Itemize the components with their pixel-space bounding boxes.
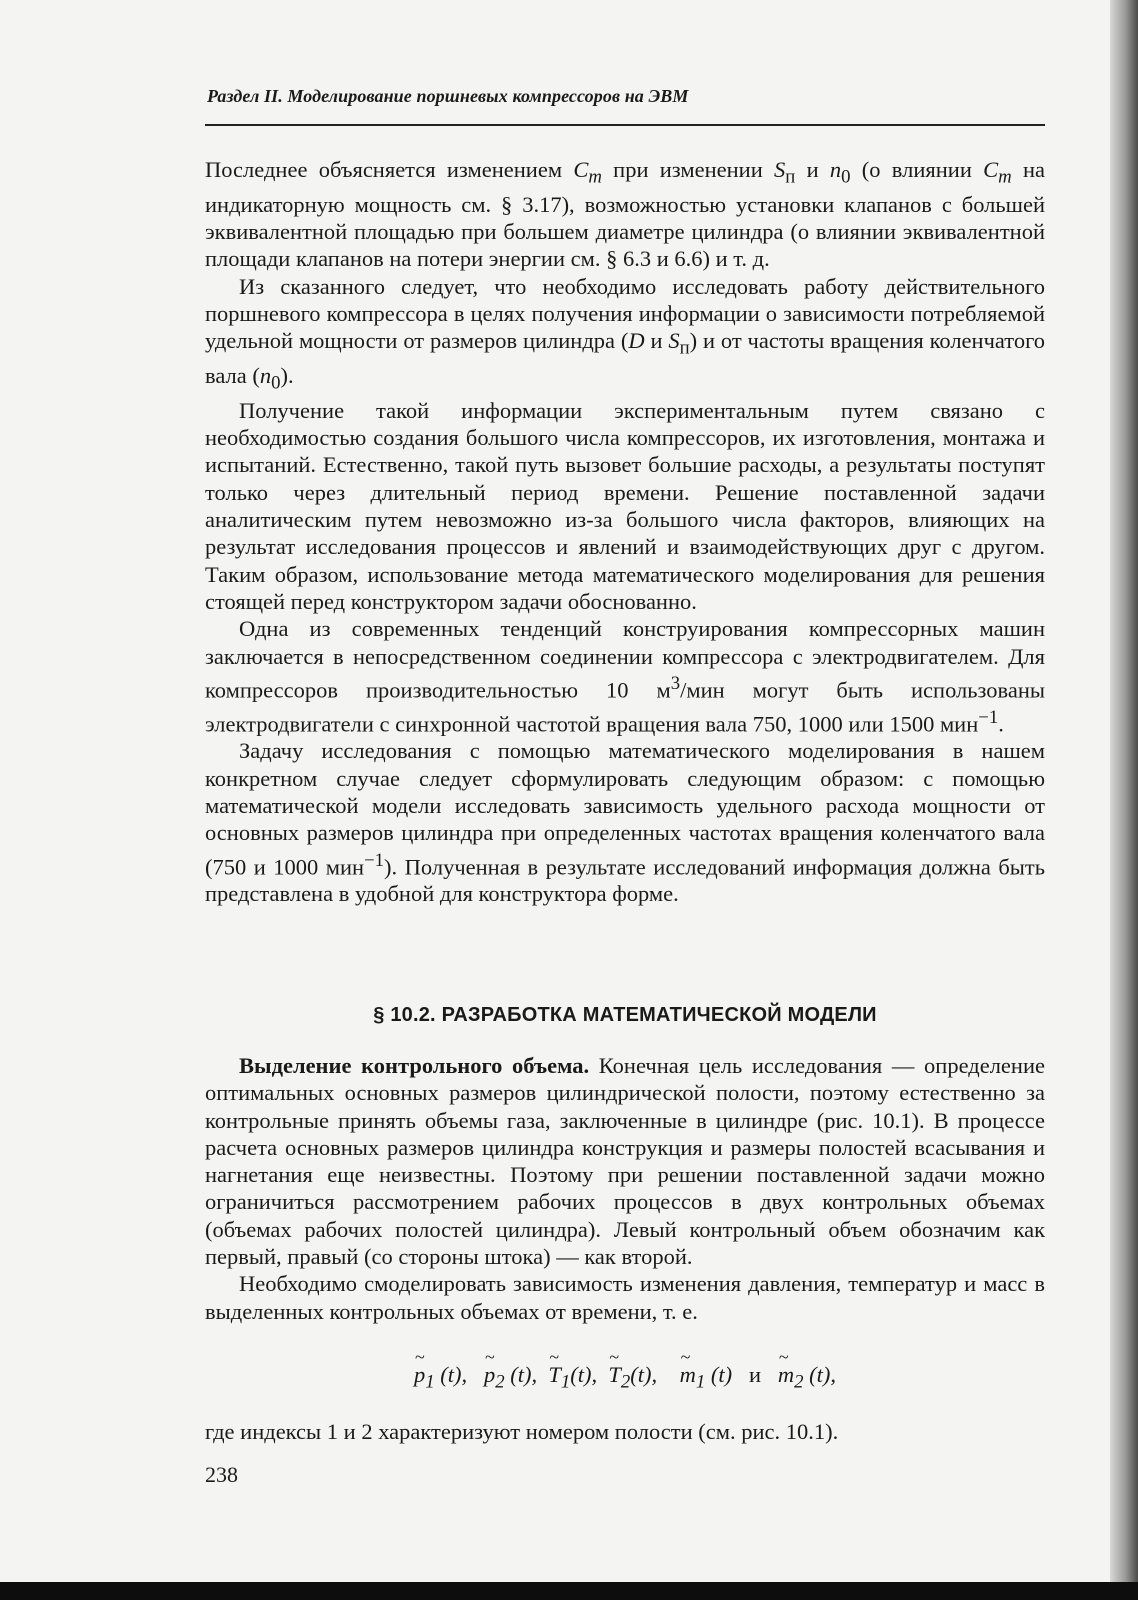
- formula-T1: ~ T: [548, 1362, 561, 1387]
- paragraph-7: Необходимо смоделировать зависимость изменения давления, температур и масс в выделенных контрольных объемах от времени, т. е.: [205, 1271, 1045, 1324]
- formula-m1: ~ m: [680, 1362, 696, 1387]
- header-rule: [205, 124, 1045, 126]
- paragraph-6: [205, 1052, 1045, 1270]
- paragraph-5: Задачу исследования с помощью математического моделирования в нашем конкретном случае следует сформулировать следующим образом: с помощью математической модели исследовать зависимость удельного расхода мощности от основных размеров цилиндра при определенных частотах вращения коленчатого вала (750 и 1000 мин$^{-1}$). Полученная в результате исследований информация должна быть представлена в удобной для конструктора форме.: [205, 738, 1045, 907]
- page-number: 238: [205, 1462, 238, 1487]
- formula-p2: ~ p: [484, 1362, 495, 1387]
- scan-bottom-border: [0, 1582, 1138, 1600]
- section-heading: § 10.2. РАЗРАБОТКА МАТЕМАТИЧЕСКОЙ МОДЕЛИ: [373, 1004, 877, 1026]
- paragraph-3: Получение такой информации экспериментальным путем связано с необходимостью создания большого числа компрессоров, их изготовления, монтажа и испытаний. Естественно, такой путь вызовет большие расходы, а результаты поступят только через длительный период времени. Решение поставленной задачи аналитическим путем невозможно из-за большого числа факторов, влияющих на результат исследования процессов и явлений и взаимодействующих друг с другом. Таким образом, использование метода математического моделирования для решения стоящей перед конструктором задачи обоснованно.: [205, 397, 1045, 614]
- after-formula-text: где индексы 1 и 2 характеризуют номером полости (см. рис. 10.1).: [205, 1419, 839, 1444]
- formula: ~ $p_1$ (t), ~ $p_2$ (t), ~ $T_1(t)$, ~ $T_2(t)$, ~ $m_1$ (t) и ~ $m_2$ (t),: [205, 1362, 1045, 1394]
- paragraph-6-rest: Конечная цель исследования — определение оптимальных основных размеров цилиндрической полости, поэтому естественно за контрольные принять объемы газа, заключенные в цилиндре (рис. 10.1). В процессе расчета основных размеров цилиндра конструкция и размеры полостей всасывания и нагнетания еще неизвестны. Поэтому при решении поставленной задачи можно ограничиться рассмотрением рабочих процессов в двух контрольных объемах (объемах рабочих полостей цилиндра). Левый контрольный объем обозначим как первый, правый (со стороны штока) — как второй.: [205, 1053, 1045, 1270]
- running-head: Раздел II. Моделирование поршневых компрессоров на ЭВМ: [207, 86, 689, 106]
- lead-term: Выделение контрольного объема.: [239, 1053, 590, 1078]
- formula-conjunction: и: [748, 1362, 762, 1387]
- formula-T2: ~ T: [608, 1362, 621, 1387]
- body-text-top: [205, 156, 1045, 908]
- paragraph-1: Последнее объясняется изменением $C_m$ при изменении $S_п$ и $n_0$ (о влиянии $C_m$ на индикаторную мощность см. § 3.17), возможностью установки клапанов с большей эквивалентной площадью при большем диаметре цилиндра (о влиянии эквивалентной площади клапанов на потери энергии см. § 6.3 и 6.6) и т. д.: [205, 157, 1045, 272]
- paragraph-4: Одна из современных тенденций конструирования компрессорных машин заключается в непосредственном соединении компрессора с электродвигателем. Для компрессоров производительностью 10 $м^3$/мин могут быть использованы электродвигатели с синхронной частотой вращения вала 750, 1000 или 1500 мин$^{-1}$.: [205, 616, 1045, 737]
- body-text-bottom: [205, 1052, 1045, 1325]
- page-edge-shadow: [1110, 0, 1138, 1600]
- formula-p1: ~ p: [414, 1362, 425, 1387]
- formula-m2: ~ m: [778, 1362, 794, 1387]
- paragraph-2: Из сказанного следует, что необходимо исследовать работу действительного поршневого компрессора в целях получения информации о зависимости потребляемой удельной мощности от размеров цилиндра (D и $S_п$) и от частоты вращения коленчатого вала $(n_0)$.: [205, 273, 1045, 394]
